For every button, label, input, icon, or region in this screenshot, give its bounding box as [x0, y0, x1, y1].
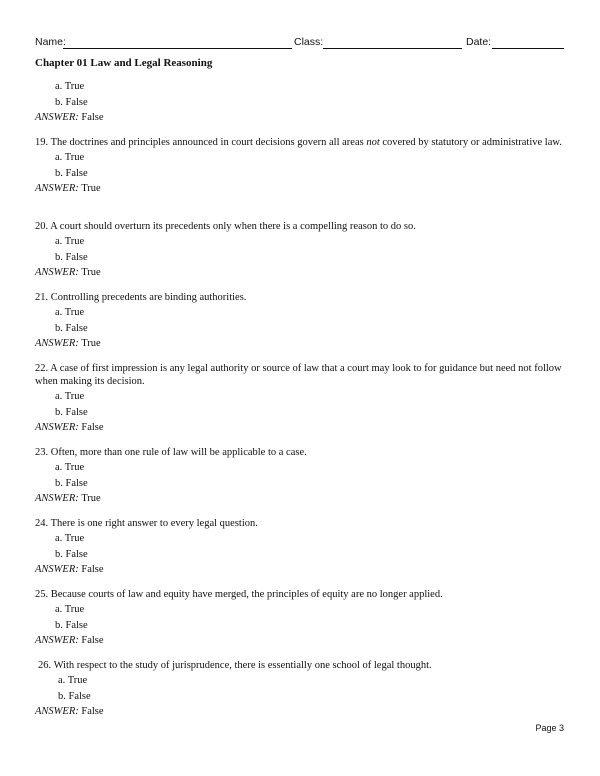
question-25 — [35, 588, 565, 648]
chapter-title: Chapter 01 Law and Legal Reasoning — [35, 57, 213, 69]
question-stem: 22. A case of first impression is any legal authority or source of law that a court may look to for guidance but need not follow when making its decision. — [35, 363, 562, 387]
question-24 — [35, 517, 565, 577]
option-false: b. False — [55, 406, 88, 418]
answer-value: False — [81, 422, 104, 433]
option-true: a. True — [58, 675, 88, 686]
option-false: b. False — [55, 96, 88, 108]
option-false: b. False — [55, 548, 88, 560]
date-field[interactable] — [492, 48, 564, 49]
option-true: a. True — [55, 236, 85, 247]
option-false: b. False — [58, 690, 91, 702]
answer-line — [35, 705, 568, 719]
answer-label: ANSWER: — [35, 564, 79, 575]
answer-line — [35, 111, 565, 125]
question-19 — [35, 136, 565, 196]
answer-label: ANSWER: — [35, 267, 79, 278]
question-23 — [35, 446, 565, 506]
question-18 — [35, 78, 565, 125]
answer-label: ANSWER: — [35, 112, 79, 123]
answer-label: ANSWER: — [35, 338, 79, 349]
question-stem: 23. Often, more than one rule of law will be applicable to a case. — [35, 447, 307, 458]
answer-value: False — [81, 706, 104, 717]
option-false: b. False — [55, 477, 88, 489]
answer-label: ANSWER: — [35, 493, 79, 504]
option-true: a. True — [55, 307, 85, 318]
answer-line — [35, 337, 565, 351]
answer-line — [35, 182, 565, 196]
class-label: Class: — [294, 36, 324, 48]
answer-label: ANSWER: — [35, 183, 79, 194]
option-false: b. False — [55, 322, 88, 334]
question-stem: 26. With respect to the study of jurisprudence, there is essentially one school of legal thought. — [38, 660, 432, 671]
option-true: a. True — [55, 533, 85, 544]
emphasis-text: not — [366, 137, 380, 148]
option-false: b. False — [55, 619, 88, 631]
class-field[interactable] — [323, 48, 462, 49]
option-true: a. True — [55, 152, 85, 163]
answer-line — [35, 634, 565, 648]
question-22 — [35, 362, 565, 435]
answer-value: True — [81, 267, 101, 278]
answer-line — [35, 421, 565, 435]
question-20 — [35, 220, 565, 280]
option-false: b. False — [55, 251, 88, 263]
question-stem: 25. Because courts of law and equity have merged, the principles of equity are no longer applied. — [35, 589, 443, 600]
option-true: a. True — [55, 604, 85, 615]
option-true: a. True — [55, 462, 85, 473]
page-number: Page 3 — [535, 723, 564, 733]
answer-value: True — [81, 338, 101, 349]
question-21 — [35, 291, 565, 351]
answer-label: ANSWER: — [35, 422, 79, 433]
answer-label: ANSWER: — [35, 706, 79, 717]
answer-line — [35, 563, 565, 577]
answer-value: False — [81, 635, 104, 646]
answer-line — [35, 266, 565, 280]
option-true: a. True — [55, 391, 85, 402]
question-stem: 19. The doctrines and principles announced in court decisions govern all areas not covered by statutory or administrative law. — [35, 137, 562, 148]
answer-label: ANSWER: — [35, 635, 79, 646]
name-field[interactable] — [63, 48, 292, 49]
answer-value: False — [81, 564, 104, 575]
question-stem: 21. Controlling precedents are binding authorities. — [35, 292, 247, 303]
answer-value: True — [81, 493, 101, 504]
date-label: Date: — [466, 36, 492, 48]
question-stem: 20. A court should overturn its precedents only when there is a compelling reason to do so. — [35, 221, 416, 232]
name-label: Name: — [35, 36, 66, 48]
answer-value: False — [81, 112, 104, 123]
question-stem: 24. There is one right answer to every legal question. — [35, 518, 258, 529]
question-26 — [35, 659, 568, 719]
answer-line — [35, 492, 565, 506]
answer-value: True — [81, 183, 101, 194]
option-false: b. False — [55, 167, 88, 179]
option-true: a. True — [55, 81, 85, 92]
